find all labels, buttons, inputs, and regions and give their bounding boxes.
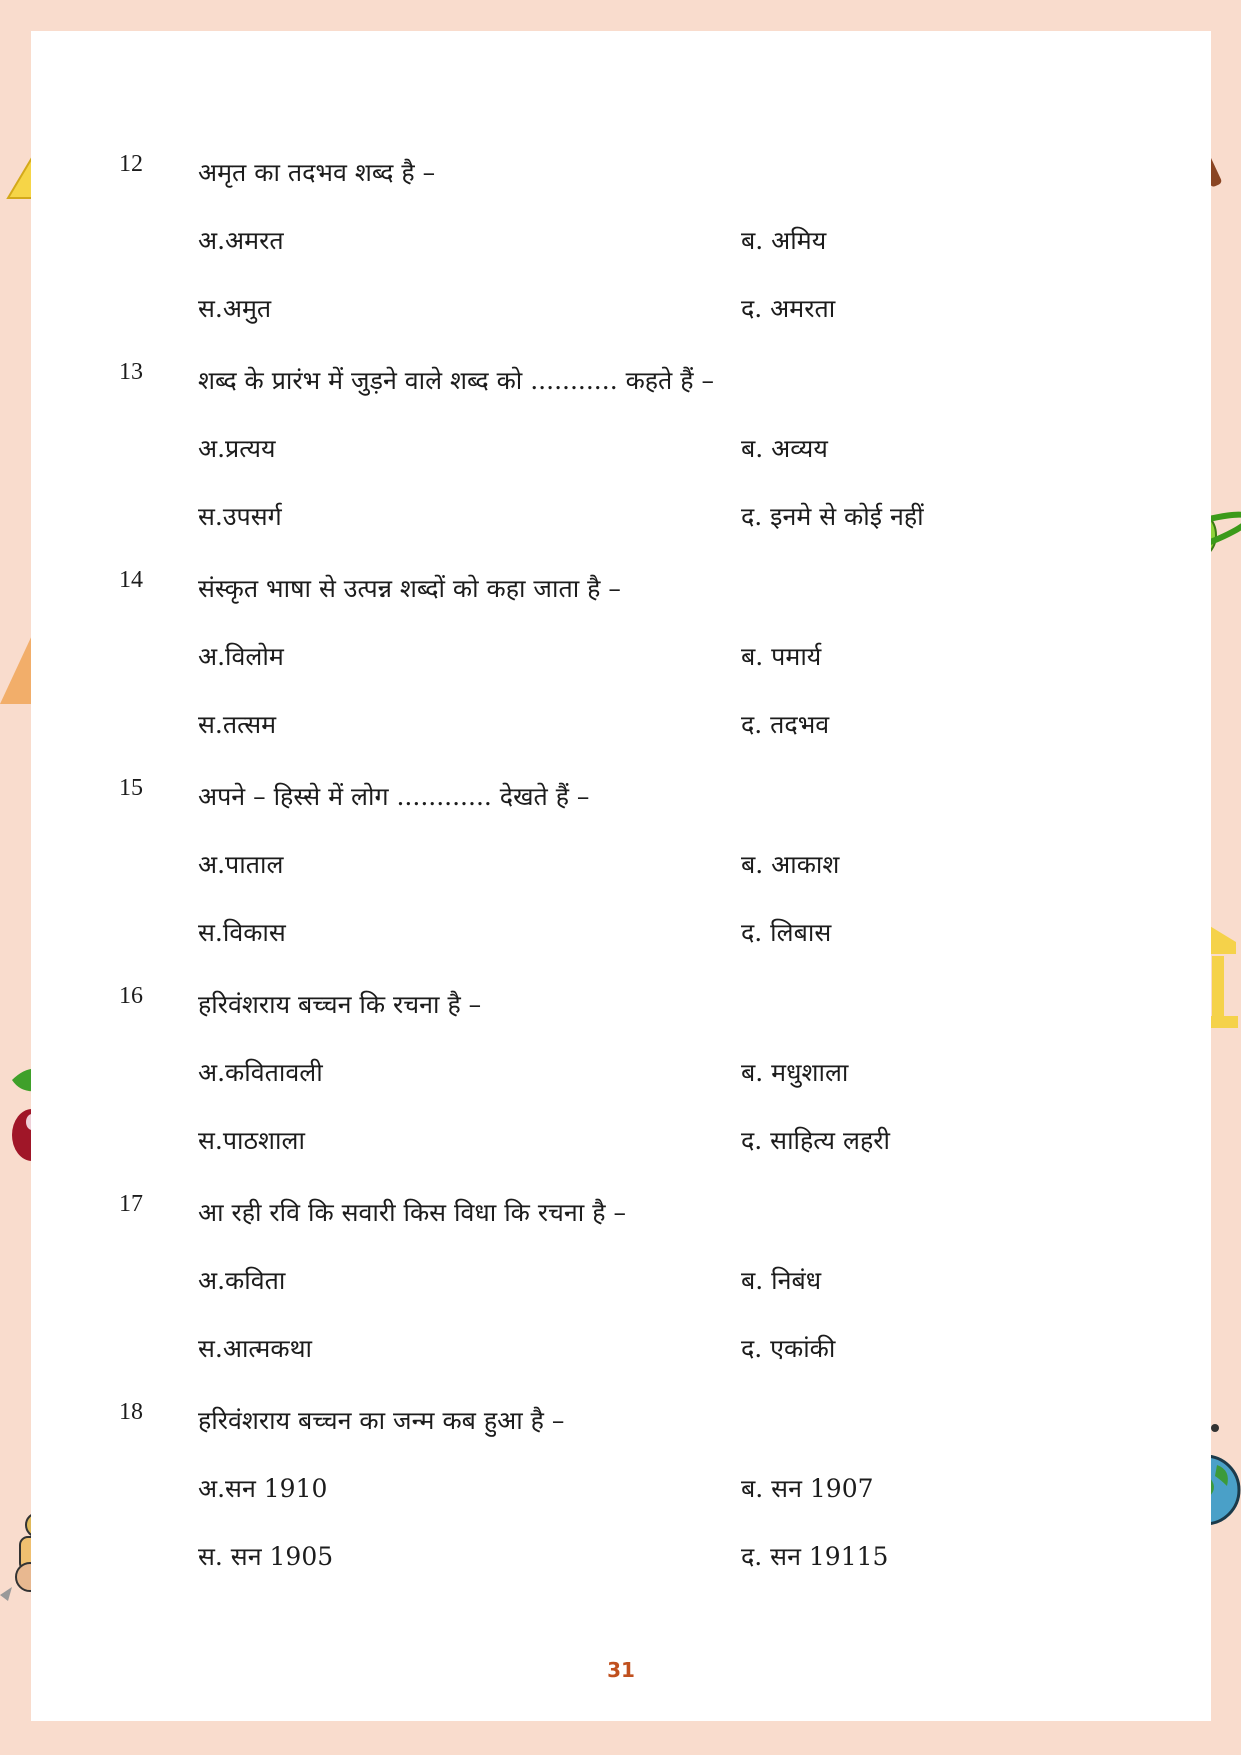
question-text: आ रही रवि कि सवारी किस विधा कि रचना है – xyxy=(198,1198,626,1227)
option-b: ब. आकाश xyxy=(741,850,840,879)
option-c: स. सन 1905 xyxy=(198,1542,334,1571)
question-number: 17 xyxy=(119,1191,143,1217)
option-b: ब. मधुशाला xyxy=(741,1058,849,1087)
worksheet-page xyxy=(31,31,1211,1721)
question-number: 14 xyxy=(119,567,143,593)
question-text: हरिवंशराय बच्चन कि रचना है – xyxy=(198,990,482,1019)
option-b: ब. अमिय xyxy=(741,226,827,255)
page-number: 31 xyxy=(607,1658,635,1682)
question-text: अमृत का तदभव शब्द है – xyxy=(198,158,436,187)
option-c: स.विकास xyxy=(198,918,286,947)
option-b: ब. अव्यय xyxy=(741,434,828,463)
question-number: 16 xyxy=(119,983,143,1009)
option-b: ब. सन 1907 xyxy=(741,1474,874,1503)
option-d: द. लिबास xyxy=(741,918,832,947)
question-number: 15 xyxy=(119,775,143,801)
option-d: द. सन 19115 xyxy=(741,1542,889,1571)
option-a: अ.कवितावली xyxy=(198,1058,323,1087)
option-a: अ.कविता xyxy=(198,1266,286,1295)
option-d: द. एकांकी xyxy=(741,1334,836,1363)
question-text: शब्द के प्रारंभ में जुड़ने वाले शब्द को ........... कहते हैं – xyxy=(198,366,714,395)
option-a: अ.विलोम xyxy=(198,642,284,671)
option-a: अ.सन 1910 xyxy=(198,1474,328,1503)
option-d: द. तदभव xyxy=(741,710,830,739)
question-number: 12 xyxy=(119,151,143,177)
question-number: 18 xyxy=(119,1399,143,1425)
option-d: द. साहित्य लहरी xyxy=(741,1126,890,1155)
option-c: स.आत्मकथा xyxy=(198,1334,313,1363)
option-c: स.तत्सम xyxy=(198,710,277,739)
option-c: स.पाठशाला xyxy=(198,1126,305,1155)
option-d: द. अमरता xyxy=(741,294,836,323)
option-a: अ.अमरत xyxy=(198,226,284,255)
option-c: स.उपसर्ग xyxy=(198,502,282,531)
option-a: अ.प्रत्यय xyxy=(198,434,276,463)
question-number: 13 xyxy=(119,359,143,385)
question-text: संस्कृत भाषा से उत्पन्न शब्दों को कहा जाता है – xyxy=(198,574,621,603)
option-a: अ.पाताल xyxy=(198,850,284,879)
option-c: स.अमुत xyxy=(198,294,272,323)
question-text: हरिवंशराय बच्चन का जन्म कब हुआ है – xyxy=(198,1406,565,1435)
option-b: ब. निबंध xyxy=(741,1266,822,1295)
option-b: ब. पमार्य xyxy=(741,642,822,671)
option-d: द. इनमे से कोई नहीं xyxy=(741,502,924,531)
question-text: अपने – हिस्से में लोग ............ देखते हैं – xyxy=(198,782,590,811)
